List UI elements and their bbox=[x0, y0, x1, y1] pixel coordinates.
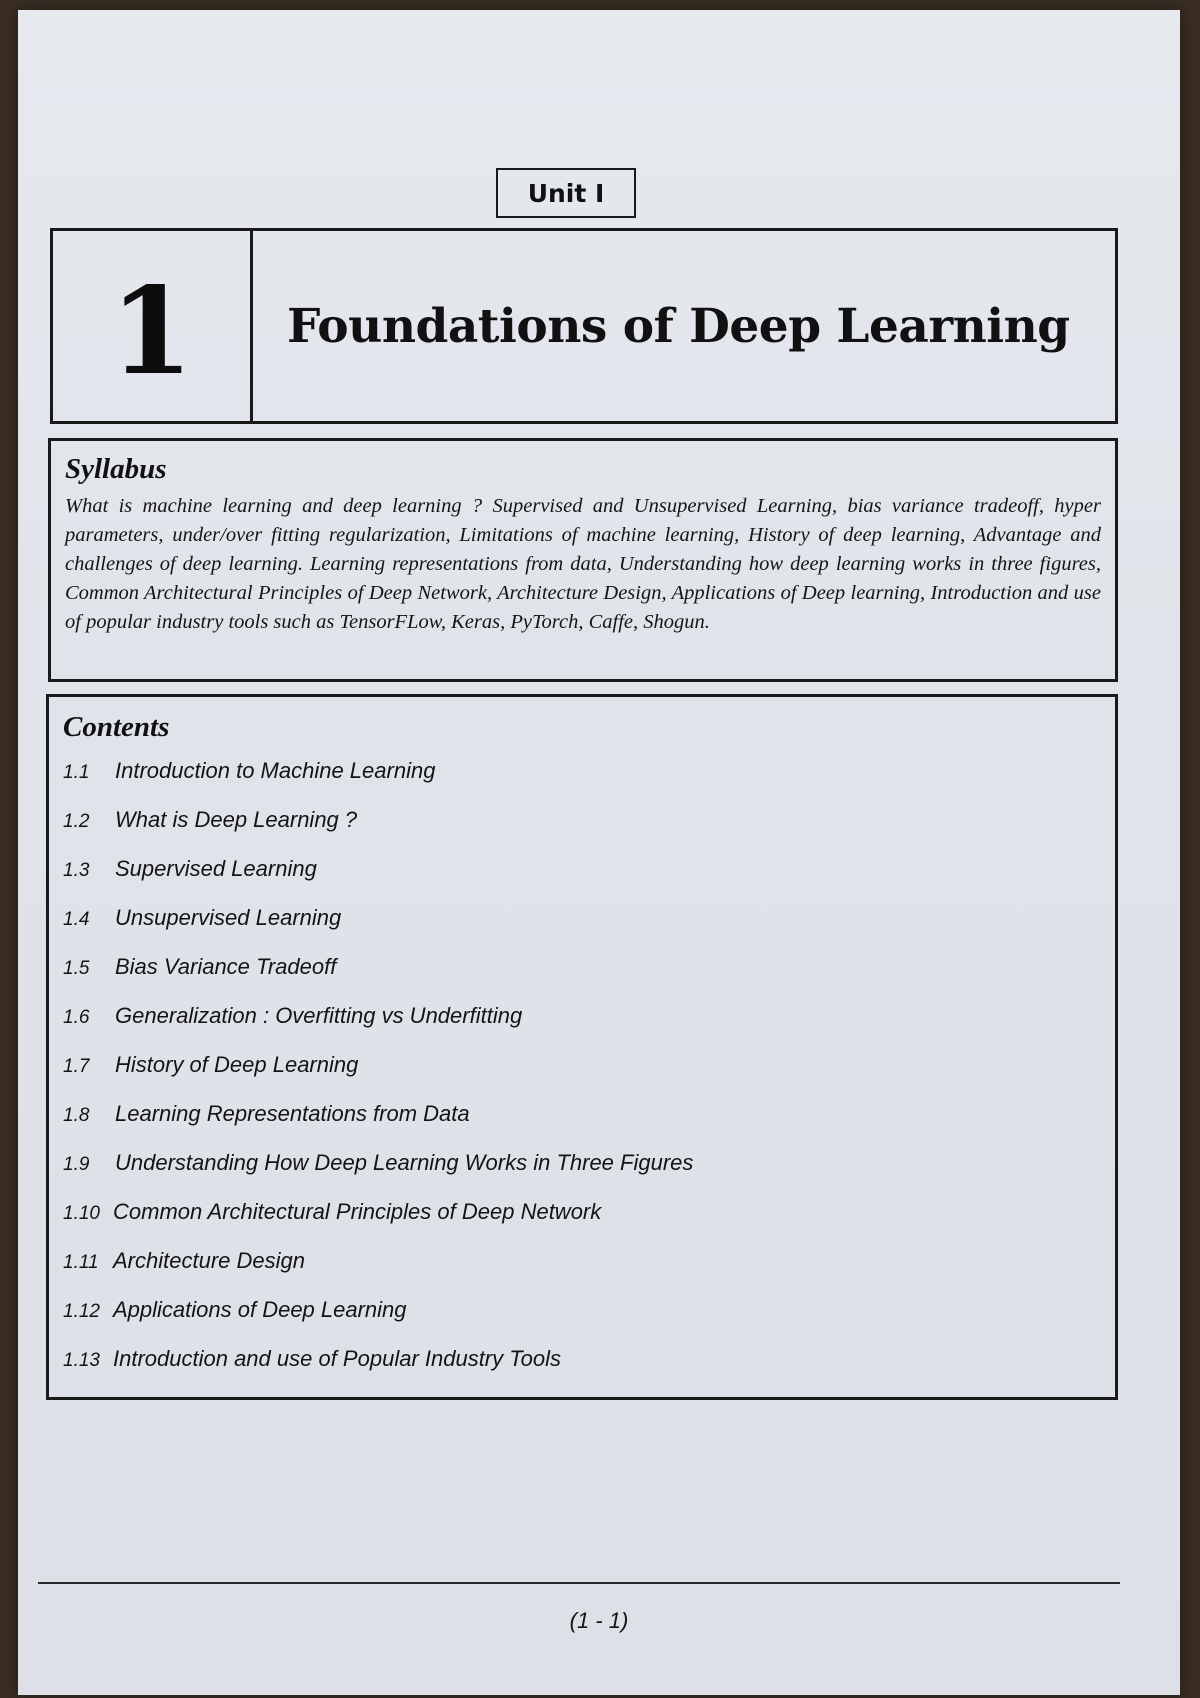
toc-title: Understanding How Deep Learning Works in Three Figures bbox=[115, 1150, 694, 1175]
toc-item bbox=[63, 1003, 1101, 1052]
toc-number: 1.2 bbox=[63, 811, 90, 832]
toc-item bbox=[63, 1248, 1101, 1297]
toc-title: Applications of Deep Learning bbox=[113, 1297, 407, 1322]
toc-item bbox=[63, 1346, 1101, 1395]
toc-number: 1.4 bbox=[63, 909, 90, 930]
page-number: (1 - 1) bbox=[569, 1608, 629, 1633]
toc-title: What is Deep Learning ? bbox=[115, 807, 358, 832]
toc-title: Common Architectural Principles of Deep Network bbox=[113, 1199, 602, 1224]
book-page bbox=[18, 10, 1180, 1695]
toc-title: Introduction to Machine Learning bbox=[115, 758, 436, 783]
toc-title: Learning Representations from Data bbox=[115, 1101, 470, 1126]
syllabus-heading: Syllabus bbox=[65, 453, 167, 485]
toc-item bbox=[63, 954, 1101, 1003]
footer-divider bbox=[38, 1582, 1120, 1584]
toc-number: 1.10 bbox=[63, 1203, 100, 1224]
toc-title: Supervised Learning bbox=[115, 856, 317, 881]
toc-title: Introduction and use of Popular Industry Tools bbox=[113, 1346, 562, 1371]
unit-label: Unit I bbox=[496, 168, 636, 218]
toc-number: 1.12 bbox=[63, 1301, 100, 1322]
toc-item bbox=[63, 905, 1101, 954]
toc-title: Generalization : Overfitting vs Underfitting bbox=[115, 1003, 523, 1028]
toc-number: 1.13 bbox=[63, 1350, 100, 1371]
toc-number: 1.5 bbox=[63, 958, 90, 979]
toc-number: 1.8 bbox=[63, 1105, 90, 1126]
toc-number: 1.11 bbox=[63, 1252, 99, 1273]
chapter-header bbox=[50, 228, 1118, 424]
toc-number: 1.3 bbox=[63, 860, 90, 881]
toc-number: 1.6 bbox=[63, 1007, 90, 1028]
toc-number: 1.9 bbox=[63, 1154, 90, 1175]
syllabus-text: What is machine learning and deep learning ? Supervised and Unsupervised Learning, bias variance tradeoff, hyper parameters, under/over fitting regularization, Limitations of machine learning, History of deep learning, Advantage and challenges of deep learning. Learning representations from data, Understanding how deep learning works in three figures, Common Architectural Principles of Deep Network, Architecture Design, Applications of Deep learning, Introduction and use of popular industry tools such as TensorFLow, Keras, PyTorch, Caffe, Shogun. bbox=[65, 495, 1101, 633]
toc-item bbox=[63, 1150, 1101, 1199]
contents-section bbox=[46, 694, 1118, 1400]
contents-heading: Contents bbox=[63, 711, 170, 743]
toc-number: 1.7 bbox=[63, 1056, 90, 1077]
toc-item bbox=[63, 758, 1101, 807]
toc-title: History of Deep Learning bbox=[115, 1052, 359, 1077]
toc-title: Architecture Design bbox=[113, 1248, 305, 1273]
syllabus-section bbox=[48, 438, 1118, 682]
toc-item bbox=[63, 1052, 1101, 1101]
toc-title: Bias Variance Tradeoff bbox=[115, 954, 337, 979]
toc-item bbox=[63, 1297, 1101, 1346]
toc-title: Unsupervised Learning bbox=[115, 905, 342, 930]
toc-item bbox=[63, 856, 1101, 905]
chapter-number: 1 bbox=[53, 231, 253, 421]
chapter-title: Foundations of Deep Learning bbox=[287, 298, 1070, 354]
toc-item bbox=[63, 1199, 1101, 1248]
toc-item bbox=[63, 807, 1101, 856]
toc-number: 1.1 bbox=[63, 762, 90, 783]
toc-item bbox=[63, 1101, 1101, 1150]
